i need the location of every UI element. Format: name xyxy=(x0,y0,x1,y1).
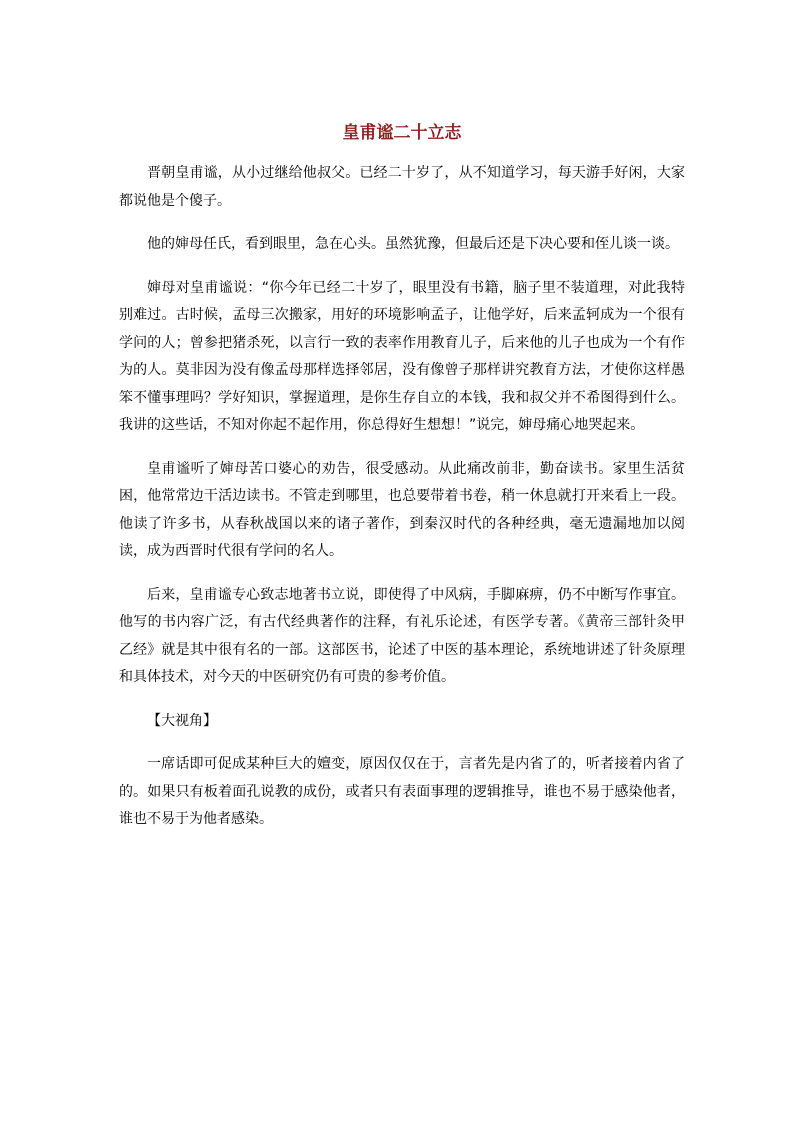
document-page xyxy=(119,118,685,850)
paragraph-3: 婶母对皇甫谧说：“你今年已经二十岁了，眼里没有书籍，脑子里不装道理，对此我特别难过。古时候，孟母三次搬家，用好的环境影响孟子，让他学好，后来孟轲成为一个很有学问的人；曾参把猪杀死，以言行一致的表率作用教育儿子，后来他的儿子也成为一个有作为的人。莫非因为没有像孟母那样选择邻居，没有像曾子那样讲究教育方法，才使你这样愚笨不懂事理吗？学好知识，掌握道理，是你生存自立的本钱，我和叔父并不希图得到什么。我讲的这些话，不知对你起不起作用，你总得好生想想！”说完，婶母痛心地哭起来。 xyxy=(119,279,685,433)
paragraph-1: 晋朝皇甫谧，从小过继给他叔父。已经二十岁了，从不知道学习，每天游手好闲，大家都说他是个傻子。 xyxy=(119,165,685,209)
paragraph-4: 皇甫谧听了婶母苦口婆心的劝告，很受感动。从此痛改前非，勤奋读书。家里生活贫困，他常常边干活边读书。不管走到哪里，也总要带着书卷，稍一休息就打开来看上一段。他读了许多书，从春秋战国以来的诸子著作，到秦汉时代的各种经典，毫无遗漏地加以阅读，成为西晋时代很有学问的名人。 xyxy=(119,460,685,559)
paragraph-7: 一席话即可促成某种巨大的嬗变，原因仅仅在于，言者先是内省了的，听者接着内省了的。如果只有板着面孔说教的成份，或者只有表面事理的逻辑推导，谁也不易于感染他者，谁也不易于为他者感染。 xyxy=(119,756,685,827)
paragraph-5: 后来，皇甫谧专心致志地著书立说，即使得了中风病，手脚麻痹，仍不中断写作事宜。他写的书内容广泛，有古代经典著作的注释，有礼乐论述，有医学专著。《黄帝三部针灸甲乙经》就是其中很有名的一部。这部医书，论述了中医的基本理论，系统地讲述了针灸原理和具体技术，对今天的中医研究仍有可贵的参考价值。 xyxy=(119,586,685,685)
section-heading-perspective: 【大视角】 xyxy=(147,712,217,729)
paragraph-2: 他的婶母任氏，看到眼里，急在心头。虽然犹豫，但最后还是下决心要和侄儿谈一谈。 xyxy=(147,236,679,252)
document-title: 皇甫谧二十立志 xyxy=(342,123,462,143)
